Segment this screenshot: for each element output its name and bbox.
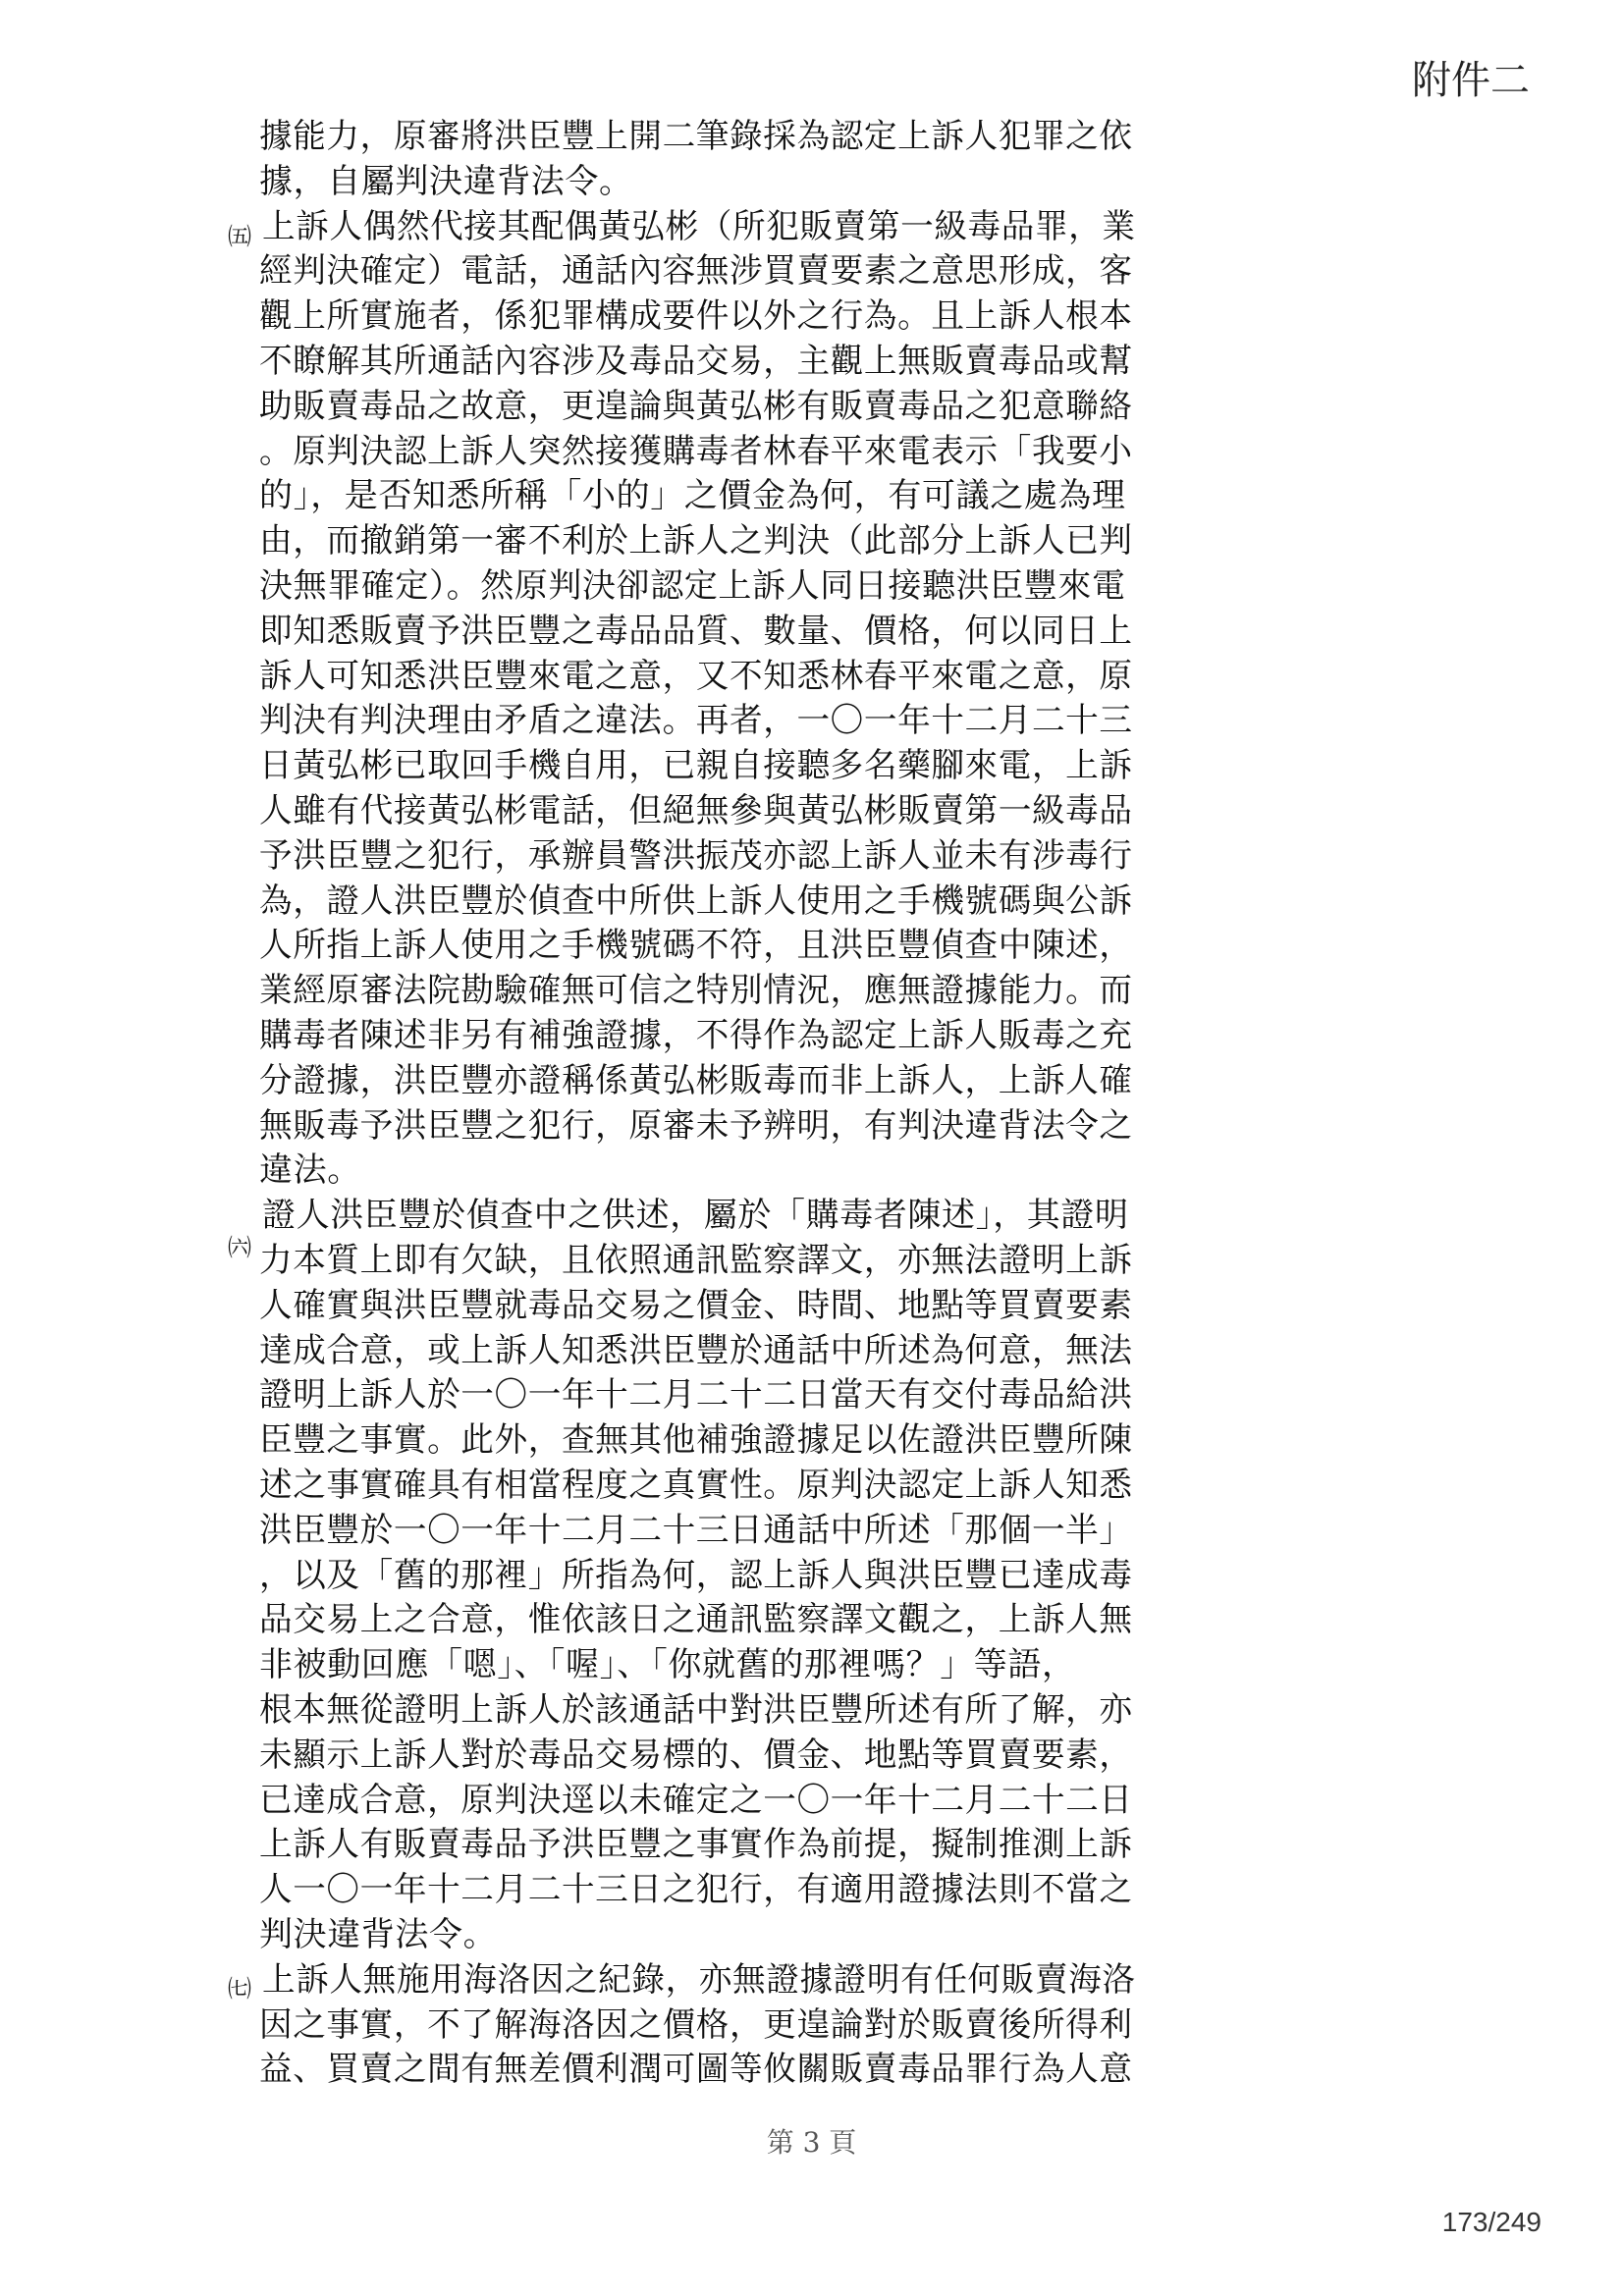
body-line: 由，而撤銷第一審不利於上訴人之判決（此部分上訴人已判 <box>259 521 1133 561</box>
body-line: 洪臣豐於一〇一年十二月二十三日通話中所述「那個一半」 <box>259 1511 1133 1550</box>
body-line: ，以及「舊的那裡」所指為何，認上訴人與洪臣豐已達成毒 <box>259 1556 1133 1595</box>
body-line: 判決違背法令。 <box>259 1915 498 1954</box>
body-line: 上訴人無施用海洛因之紀錄，亦無證據證明有任何販賣海洛 <box>262 1960 1136 2000</box>
body-line: 益、買賣之間有無差價利潤可圖等攸關販賣毒品罪行為人意 <box>259 2050 1133 2089</box>
body-line: 觀上所實施者，係犯罪構成要件以外之行為。且上訴人根本 <box>259 296 1133 336</box>
body-line: 為，證人洪臣豐於偵查中所供上訴人使用之手機號碼與公訴 <box>259 881 1133 921</box>
body-line: 業經原審法院勘驗確無可信之特別情況，應無證據能力。而 <box>259 971 1133 1010</box>
body-line: 根本無從證明上訴人於該通話中對洪臣豐所述有所了解，亦 <box>259 1690 1133 1730</box>
body-line: 據，自屬判決違背法令。 <box>259 162 633 201</box>
body-line: 人雖有代接黃弘彬電話，但絕無參與黃弘彬販賣第一級毒品 <box>259 791 1133 830</box>
page-number: 第 3 頁 <box>766 2126 857 2159</box>
body-line: 分證據，洪臣豐亦證稱係黃弘彬販毒而非上訴人，上訴人確 <box>259 1061 1133 1100</box>
body-line: 非被動回應「嗯」、「喔」、「你就舊的那裡嗎？」等語， <box>259 1645 1076 1684</box>
body-line: 的」，是否知悉所稱「小的」之價金為何，有可議之處為理 <box>259 476 1126 515</box>
body-line: 臣豐之事實。此外，查無其他補強證據足以佐證洪臣豐所陳 <box>259 1420 1133 1460</box>
body-line: 予洪臣豐之犯行，承辦員警洪振茂亦認上訴人並未有涉毒行 <box>259 836 1133 876</box>
body-line: 上訴人有販賣毒品予洪臣豐之事實作為前提，擬制推測上訴 <box>259 1825 1133 1864</box>
body-line: 力本質上即有欠缺，且依照通訊監察譯文，亦無法證明上訴 <box>259 1241 1133 1280</box>
body-line: 經判決確定）電話，通話內容無涉買賣要素之意思形成，客 <box>259 251 1133 291</box>
body-line: 。原判決認上訴人突然接獲購毒者林春平來電表示「我要小 <box>259 432 1133 471</box>
list-marker-5: ㈤ <box>228 223 251 250</box>
body-line: 判決有判決理由矛盾之違法。再者，一〇一年十二月二十三 <box>259 701 1133 740</box>
body-line: 助販賣毒品之故意，更遑論與黃弘彬有販賣毒品之犯意聯絡 <box>259 387 1133 426</box>
body-line: 人所指上訴人使用之手機號碼不符，且洪臣豐偵查中陳述， <box>259 926 1133 965</box>
body-line: 日黃弘彬已取回手機自用，已親自接聽多名藥腳來電，上訴 <box>259 746 1133 785</box>
attachment-label: 附件二 <box>1412 58 1530 103</box>
page-count: 173/249 <box>1441 2207 1542 2237</box>
body-line: 決無罪確定）。然原判決卻認定上訴人同日接聽洪臣豐來電 <box>259 566 1126 606</box>
body-line: 購毒者陳述非另有補強證據，不得作為認定上訴人販毒之充 <box>259 1016 1133 1055</box>
body-line: 人確實與洪臣豐就毒品交易之價金、時間、地點等買賣要素 <box>259 1286 1133 1325</box>
list-marker-6: ㈥ <box>228 1234 251 1261</box>
body-line: 人一〇一年十二月二十三日之犯行，有適用證據法則不當之 <box>259 1870 1133 1909</box>
body-line: 已達成合意，原判決逕以未確定之一〇一年十二月二十二日 <box>259 1781 1133 1820</box>
body-line: 違法。 <box>259 1150 361 1190</box>
body-line: 據能力，原審將洪臣豐上開二筆錄採為認定上訴人犯罪之依 <box>259 117 1133 156</box>
body-line: 訴人可知悉洪臣豐來電之意，又不知悉林春平來電之意，原 <box>259 657 1133 696</box>
list-marker-7: ㈦ <box>228 1975 251 2002</box>
body-line: 證明上訴人於一〇一年十二月二十二日當天有交付毒品給洪 <box>259 1375 1133 1415</box>
body-line: 因之事實，不了解海洛因之價格，更遑論對於販賣後所得利 <box>259 2005 1133 2045</box>
body-line: 無販毒予洪臣豐之犯行，原審未予辨明，有判決違背法令之 <box>259 1106 1133 1146</box>
body-line: 達成合意，或上訴人知悉洪臣豐於通話中所述為何意，無法 <box>259 1331 1133 1370</box>
body-line: 未顯示上訴人對於毒品交易標的、價金、地點等買賣要素， <box>259 1735 1133 1775</box>
body-line: 不瞭解其所通話內容涉及毒品交易，主觀上無販賣毒品或幫 <box>259 342 1133 381</box>
body-line: 品交易上之合意，惟依該日之通訊監察譯文觀之，上訴人無 <box>259 1600 1133 1639</box>
body-line: 證人洪臣豐於偵查中之供述，屬於「購毒者陳述」，其證明 <box>262 1196 1129 1235</box>
body-line: 述之事實確具有相當程度之真實性。原判決認定上訴人知悉 <box>259 1466 1133 1505</box>
body-line: 即知悉販賣予洪臣豐之毒品品質、數量、價格，何以同日上 <box>259 612 1133 651</box>
body-line: 上訴人偶然代接其配偶黃弘彬（所犯販賣第一級毒品罪，業 <box>262 207 1136 246</box>
